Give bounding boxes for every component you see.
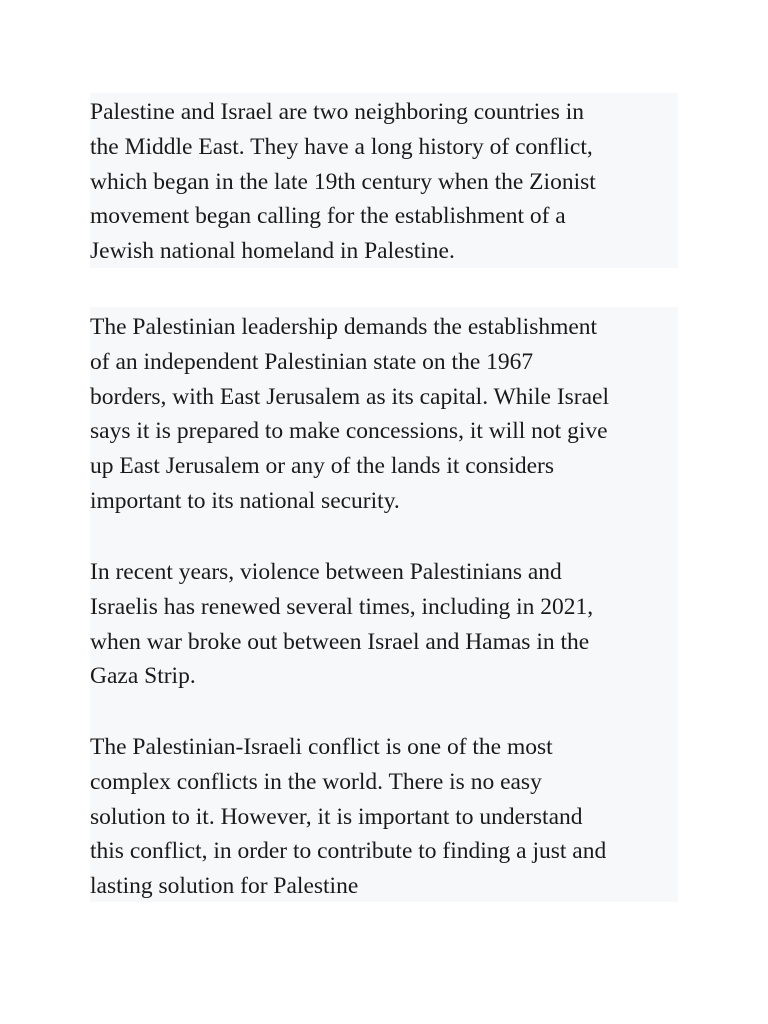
text-line: movement began calling for the establishment of a: [90, 203, 566, 230]
text-line: of an independent Palestinian state on the 1967: [90, 348, 534, 375]
text-line: says it is prepared to make concessions, it will not give: [90, 418, 608, 445]
text-line: solution to it. However, it is important to understand: [90, 803, 583, 830]
paragraph: [90, 310, 680, 519]
text-line: The Palestinian leadership demands the establishment: [90, 314, 598, 340]
text-line: Gaza Strip.: [90, 663, 196, 690]
text-line: important to its national security.: [90, 487, 400, 514]
text-line: the Middle East. They have a long history of conflict,: [90, 133, 593, 160]
text-line: borders, with East Jerusalem as its capital. While Israel: [90, 383, 610, 410]
text-line: Israelis has renewed several times, including in 2021,: [90, 593, 594, 620]
paragraph: [90, 95, 680, 269]
text-line: when war broke out between Israel and Hamas in the: [90, 628, 590, 655]
paragraph: [90, 555, 680, 694]
text-line: lasting solution for Palestine: [90, 873, 359, 900]
text-line: complex conflicts in the world. There is no easy: [90, 768, 542, 795]
text-line: Jewish national homeland in Palestine.: [90, 238, 455, 265]
text-line: The Palestinian-Israeli conflict is one of the most: [90, 734, 553, 760]
text-line: In recent years, violence between Palestinians and: [90, 559, 562, 585]
text-line: this conflict, in order to contribute to finding a just and: [90, 838, 607, 865]
text-line: up East Jerusalem or any of the lands it considers: [90, 453, 555, 480]
text-line: which began in the late 19th century when the Zionist: [90, 168, 596, 195]
paragraph: [90, 730, 680, 904]
text-line: Palestine and Israel are two neighboring countries in: [90, 99, 585, 125]
